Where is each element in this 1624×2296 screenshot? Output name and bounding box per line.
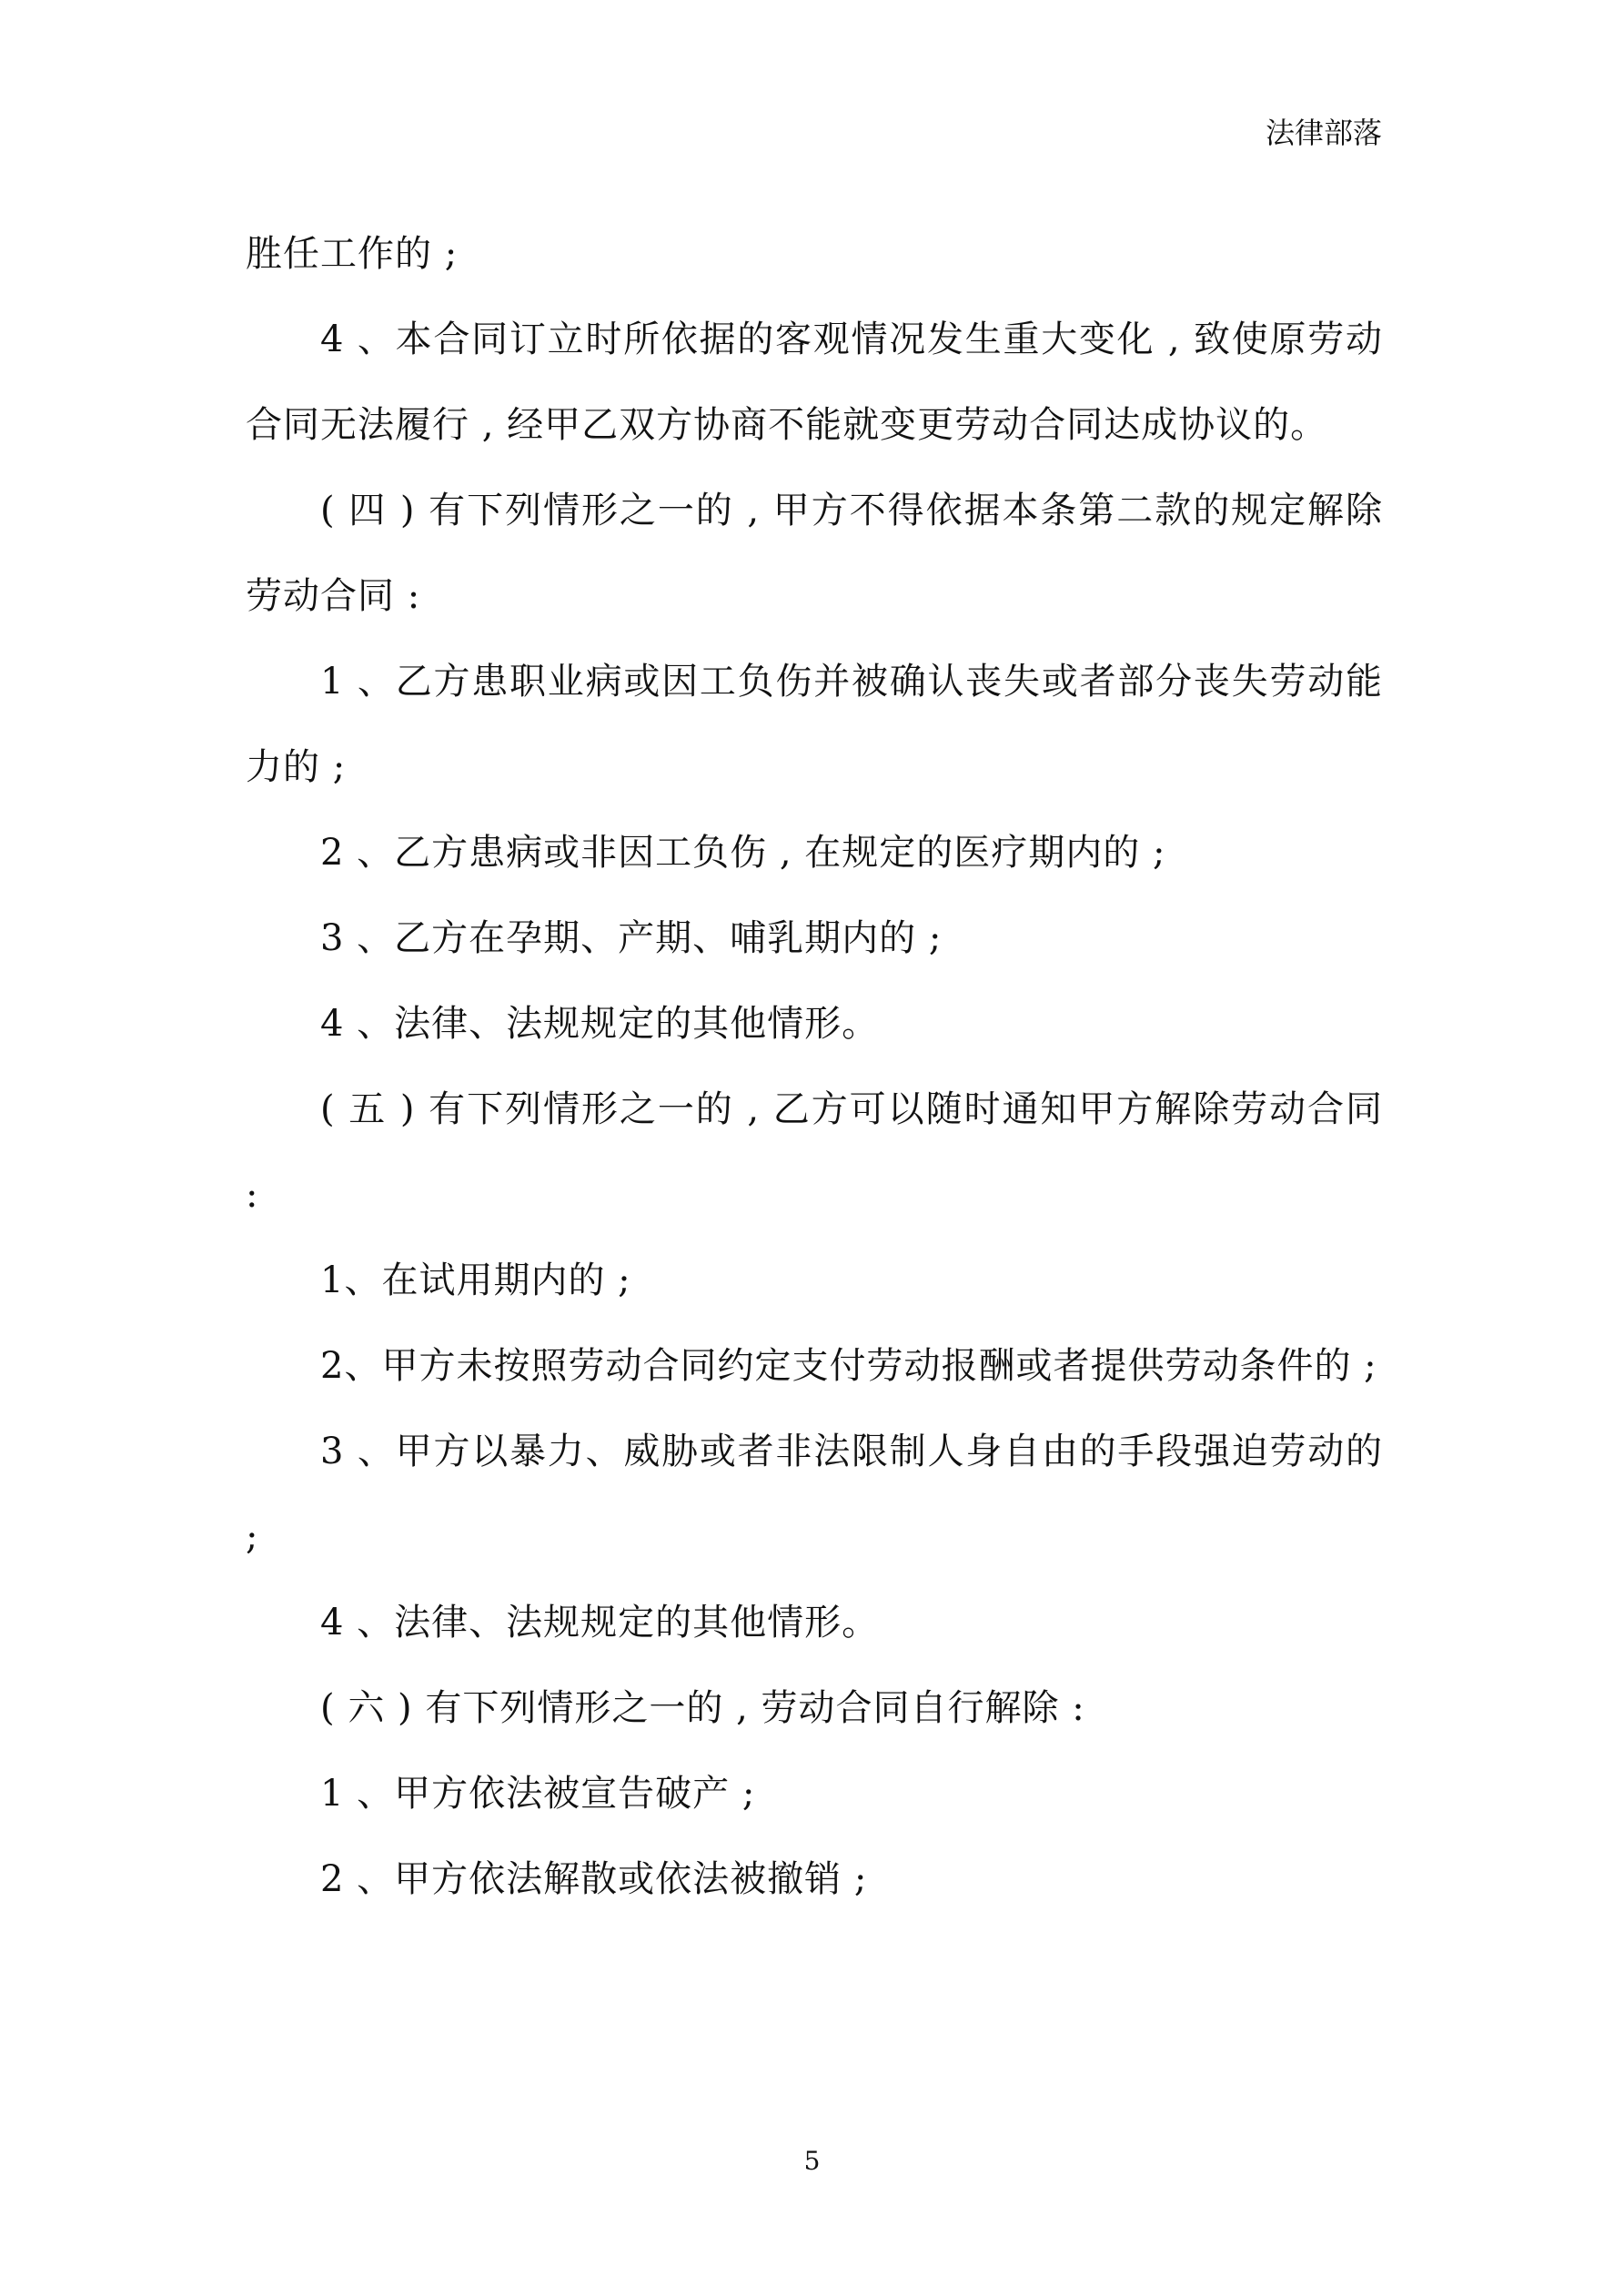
paragraph-item-3-forced-labor: 3 、甲方以暴力、威胁或者非法限制人身自由的手段强迫劳动的 ;	[246, 1431, 1383, 1558]
paragraph-section-6: ( 六 ) 有下列情形之一的 , 劳动合同自行解除 :	[320, 1687, 1085, 1729]
paragraph-continuation: 胜任工作的 ;	[246, 233, 459, 275]
paragraph-item-2-dissolution: 2 、甲方依法解散或依法被撤销 ;	[320, 1858, 868, 1900]
paragraph-item-1-occupational-disease: 1 、乙方患职业病或因工负伤并被确认丧失或者部分丧失劳动能力的 ;	[246, 661, 1383, 788]
paragraph-section-4: ( 四 ) 有下列情形之一的 , 甲方不得依据本条第二款的规定解除劳动合同 :	[246, 490, 1383, 617]
paragraph-item-2-unpaid-wages: 2、甲方未按照劳动合同约定支付劳动报酬或者提供劳动条件的 ;	[320, 1345, 1377, 1387]
paragraph-item-1-bankruptcy: 1 、甲方依法被宣告破产 ;	[320, 1773, 756, 1815]
paragraph-item-4-other-laws: 4 、法律、法规规定的其他情形。	[320, 1003, 880, 1045]
page-number: 5	[803, 2146, 821, 2176]
paragraph-item-3-pregnancy: 3 、乙方在孕期、产期、哺乳期内的 ;	[320, 917, 943, 959]
document-body	[246, 211, 1383, 1922]
paragraph-item-4-objective-change: 4 、本合同订立时所依据的客观情况发生重大变化 , 致使原劳动合同无法履行 , 经甲乙双方协商不能就变更劳动合同达成协议的。	[246, 319, 1383, 446]
paragraph-item-4-other-laws-2: 4 、法律、法规规定的其他情形。	[320, 1602, 880, 1644]
paragraph-section-5: ( 五 ) 有下列情形之一的 , 乙方可以随时通知甲方解除劳动合同 :	[246, 1088, 1383, 1216]
paragraph-item-1-probation: 1、在试用期内的 ;	[320, 1259, 631, 1301]
page-header: 法律部落	[1265, 116, 1382, 150]
paragraph-item-2-illness: 2 、乙方患病或非因工负伤 , 在规定的医疗期内的 ;	[320, 832, 1166, 874]
